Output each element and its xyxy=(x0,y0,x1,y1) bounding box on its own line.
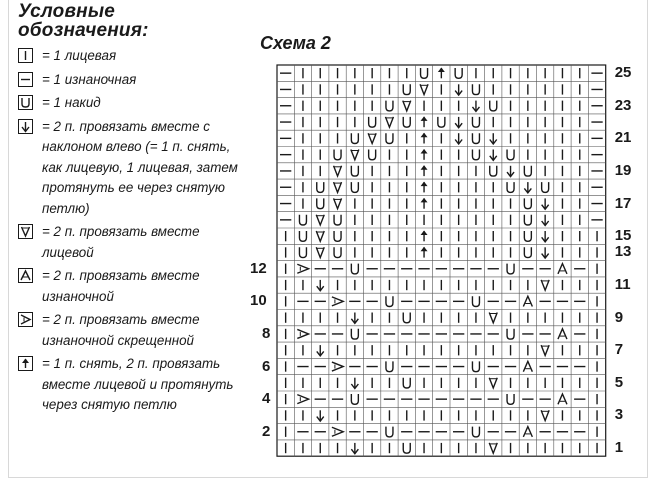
row-number-4: 4 xyxy=(262,390,271,408)
legend-item-text: = 2 п. провязать вместе изнаночной xyxy=(42,268,200,304)
row-number-19: 19 xyxy=(614,161,632,179)
row-number-9: 9 xyxy=(614,308,624,326)
legend-item-text: = 2 п. провязать вместе с наклоном влево (= 1 п. снять, как лицевую, 1 лицевая, затем протянуть ее через снятую петлю) xyxy=(42,118,238,216)
legend-title xyxy=(18,2,248,40)
legend-item-ssk xyxy=(18,117,248,220)
legend-item-yo xyxy=(18,93,248,114)
row-number-21: 21 xyxy=(614,129,632,147)
row-number-3: 3 xyxy=(614,406,624,424)
k2tog-icon xyxy=(18,224,36,238)
p2tog_tbl-icon xyxy=(18,312,36,326)
legend-item-p2tog_tbl xyxy=(18,310,248,351)
row-number-23: 23 xyxy=(614,96,632,114)
row-number-8: 8 xyxy=(262,324,271,342)
legend-title-line1: Условные xyxy=(18,1,116,22)
legend-item-text: = 1 изнаночная xyxy=(42,71,137,87)
p2tog-icon xyxy=(18,268,36,282)
row-number-7: 7 xyxy=(614,341,624,359)
row-number-12: 12 xyxy=(250,259,267,277)
stitch-chart-grid xyxy=(276,64,607,457)
sk2p-icon xyxy=(18,356,36,370)
row-number-1: 1 xyxy=(614,439,624,457)
scheme-title: Схема 2 xyxy=(260,33,331,53)
legend-item-text: = 2 п. провязать вместе лицевой xyxy=(42,224,200,260)
yo-icon xyxy=(18,95,36,109)
legend-items xyxy=(18,46,248,416)
legend-item-p2tog xyxy=(18,266,248,307)
legend-item-text: = 1 лицевая xyxy=(42,48,117,63)
legend-item-knit xyxy=(18,46,248,67)
ssk-icon xyxy=(18,119,36,133)
row-number-11: 11 xyxy=(614,276,631,294)
legend-item-text: = 2 п. провязать вместе изнаночной скрещенной xyxy=(42,312,200,348)
legend-item-sk2p xyxy=(18,354,248,416)
row-number-13: 13 xyxy=(614,243,632,261)
row-number-2: 2 xyxy=(262,422,271,440)
row-number-10: 10 xyxy=(250,292,267,310)
purl-icon xyxy=(18,72,36,86)
row-number-5: 5 xyxy=(614,373,624,391)
legend-title-line2: обозначения: xyxy=(18,20,149,41)
legend xyxy=(18,2,248,419)
row-number-15: 15 xyxy=(614,227,632,245)
legend-item-k2tog xyxy=(18,222,248,263)
row-number-25: 25 xyxy=(614,64,632,82)
legend-item-purl xyxy=(18,70,248,91)
legend-item-text: = 1 п. снять, 2 п. провязать вместе лицевой и протянуть через снятую петлю xyxy=(42,356,234,412)
knit-icon xyxy=(18,48,36,62)
row-number-6: 6 xyxy=(262,357,271,375)
stitch-chart xyxy=(250,64,632,462)
row-number-17: 17 xyxy=(614,194,632,212)
legend-item-text: = 1 накид xyxy=(42,95,101,110)
